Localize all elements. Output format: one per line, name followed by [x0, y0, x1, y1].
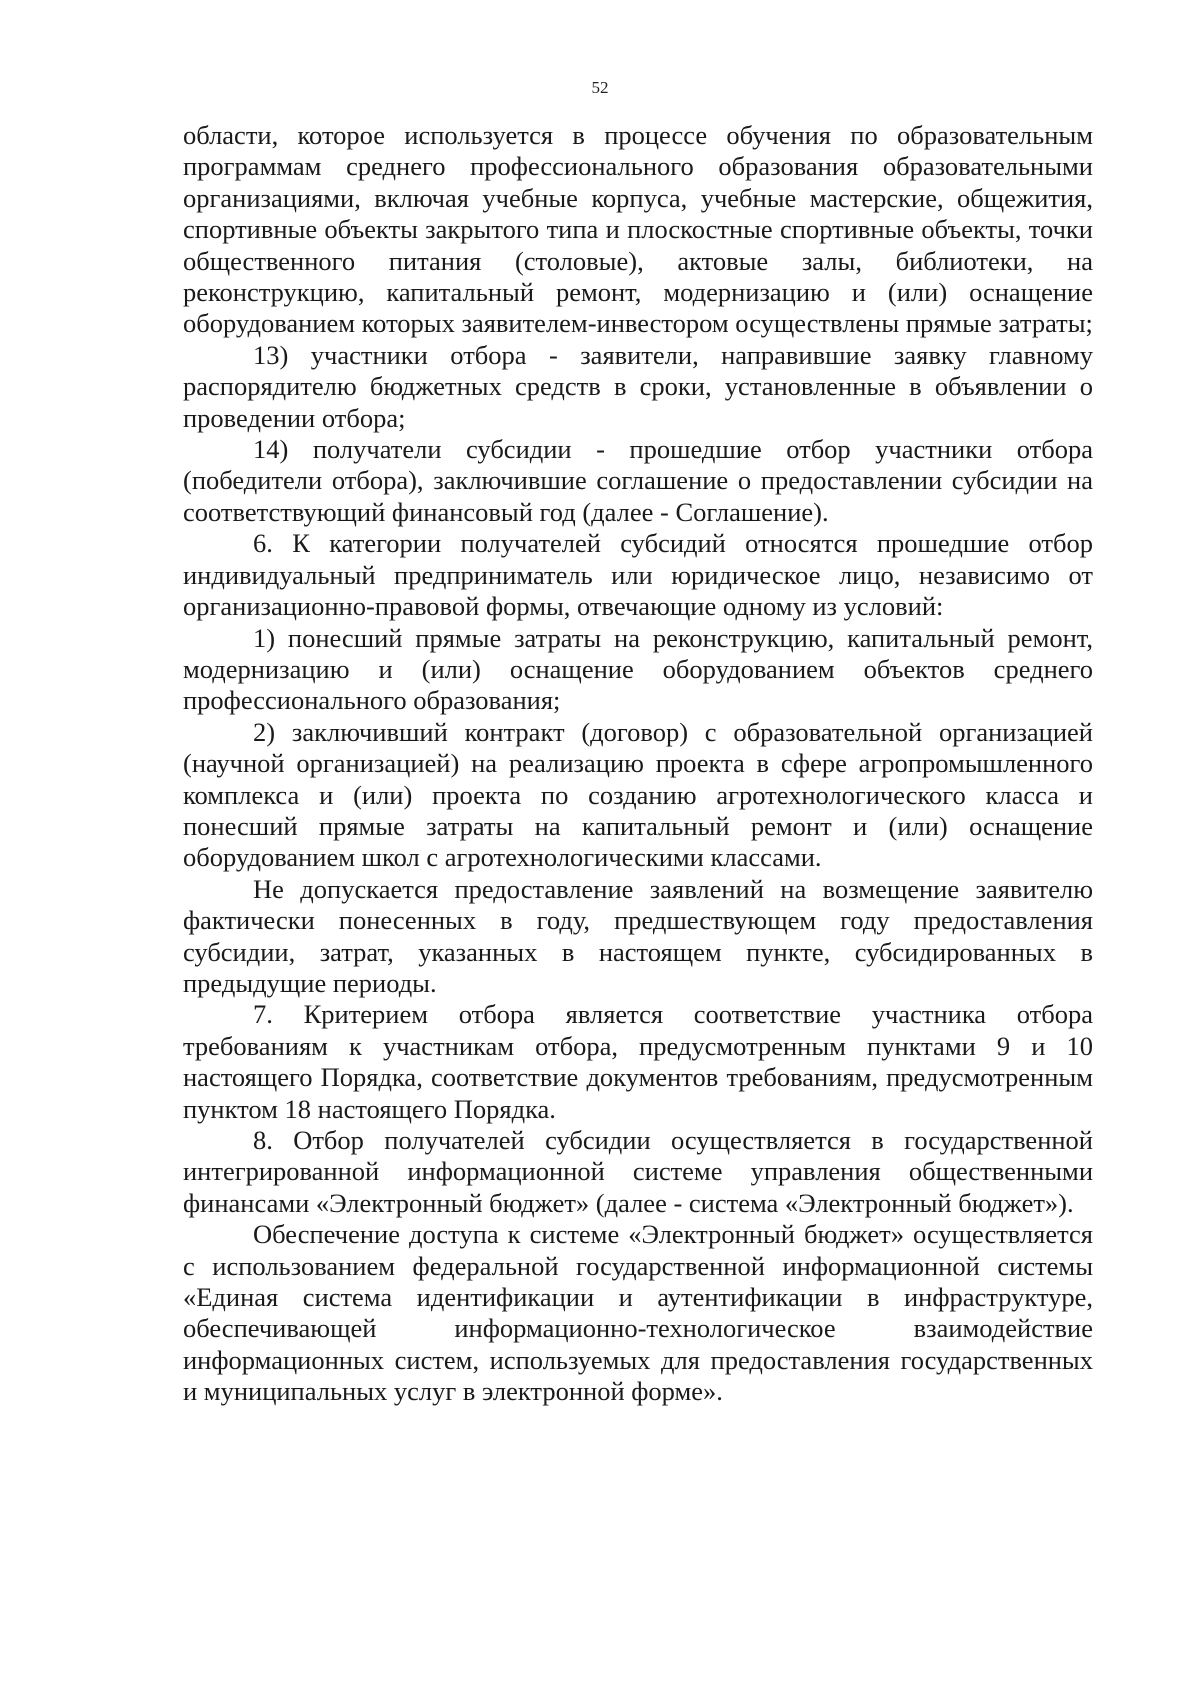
- paragraph-item-13: 13) участники отбора - заявители, направившие заявку главному распорядителю бюджетных средств в сроки, установленные в объявлении о проведении отбора;: [183, 339, 1093, 433]
- paragraph-condition-2: 2) заключивший контракт (договор) с образовательной организацией (научной организацией) на реализацию проекта в сфере агропромышленного комплекса и (или) проекта по созданию агротехнологического класса и понесший прямые затраты на капитальный ремонт и (или) оснащение оборудованием школ с агротехнологическими классами.: [183, 716, 1093, 873]
- paragraph-condition-1: 1) понесший прямые затраты на реконструкцию, капитальный ремонт, модернизацию и (или) оснащение оборудованием объектов среднего профессионального образования;: [183, 622, 1093, 716]
- paragraph-clause-8: 8. Отбор получателей субсидии осуществляется в государственной интегрированной информационной системе управления общественными финансами «Электронный бюджет» (далее - система «Электронный бюджет»).: [183, 1125, 1093, 1218]
- paragraph-clause-6: 6. К категории получателей субсидий относятся прошедшие отбор индивидуальный предприниматель или юридическое лицо, независимо от организационно-правовой формы, отвечающие одному из условий:: [183, 528, 1093, 622]
- document-body: [183, 120, 1093, 1408]
- page-number: 52: [591, 78, 609, 97]
- paragraph-restriction: Не допускается предоставление заявлений на возмещение заявителю фактически понесенных в году, предшествующем году предоставления субсидии, затрат, указанных в настоящем пункте, субсидированных в предыдущие периоды.: [183, 873, 1093, 998]
- paragraph-continuation: области, которое используется в процессе обучения по образовательным программам среднего профессионального образования образовательными организациями, включая учебные корпуса, учебные мастерские, общежития, спортивные объекты закрытого типа и плоскостные спортивные объекты, точки общественного питания (столовые), актовые залы, библиотеки, на реконструкцию, капитальный ремонт, модернизацию и (или) оснащение оборудованием которых заявителем-инвестором осуществлены прямые затраты;: [183, 120, 1093, 339]
- paragraph-system-access: Обеспечение доступа к системе «Электронный бюджет» осуществляется с использованием федеральной государственной информационной системы «Единая система идентификации и аутентификации в инфраструктуре, обеспечивающей информационно-технологическое взаимодействие информационных систем, используемых для предоставления государственных и муниципальных услуг в электронной форме».: [183, 1219, 1093, 1407]
- paragraph-item-14: 14) получатели субсидии - прошедшие отбор участники отбора (победители отбора), заключившие соглашение о предоставлении субсидии на соответствующий финансовый год (далее - Соглашение).: [183, 434, 1093, 527]
- paragraph-clause-7: 7. Критерием отбора является соответствие участника отбора требованиям к участникам отбора, предусмотренным пунктами 9 и 10 настоящего Порядка, соответствие документов требованиям, предусмотренным пунктом 18 настоящего Порядка.: [183, 999, 1093, 1124]
